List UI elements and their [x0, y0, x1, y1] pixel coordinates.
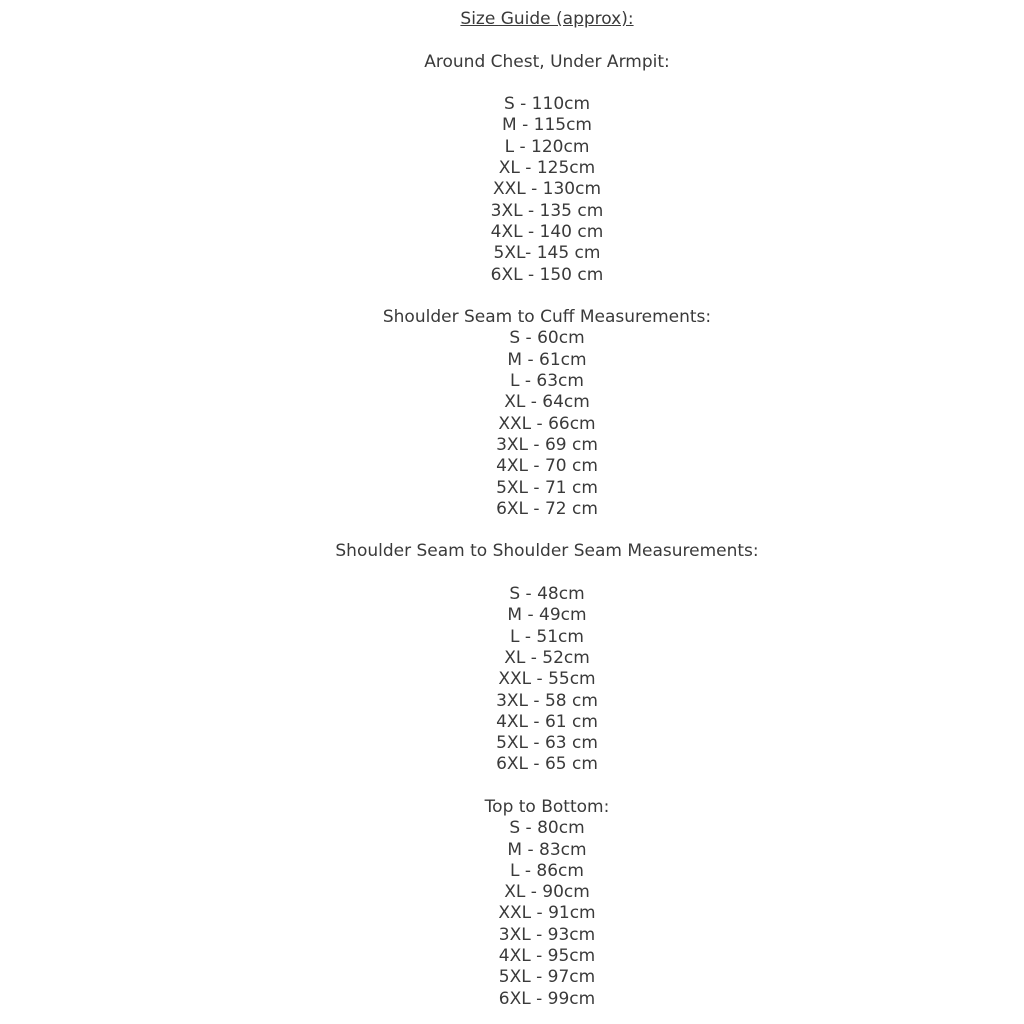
size-section [70, 52, 1024, 286]
section-heading: Top to Bottom: [484, 796, 610, 817]
size-list [70, 328, 1024, 520]
size-list [70, 584, 1024, 776]
section-heading: Shoulder Seam to Cuff Measurements: [382, 307, 712, 328]
size-entry: 6XL - 150 cm [490, 264, 604, 285]
size-entry: XXL - 91cm [498, 903, 596, 924]
size-entry: 6XL - 72 cm [496, 498, 598, 519]
size-entry: M - 61cm [507, 349, 587, 370]
size-entry: XL - 90cm [504, 882, 590, 903]
size-entry: 4XL - 70 cm [496, 456, 598, 477]
size-entry: 5XL- 145 cm [493, 243, 601, 264]
size-section [70, 541, 1024, 775]
size-entry: L - 120cm [504, 136, 590, 157]
size-entry: 3XL - 58 cm [496, 690, 598, 711]
size-entry: XXL - 55cm [498, 669, 596, 690]
size-entry: 6XL - 99cm [498, 988, 596, 1009]
size-entry: 5XL - 63 cm [496, 733, 598, 754]
size-section [70, 797, 1024, 1010]
size-entry: XL - 64cm [504, 392, 590, 413]
size-entry: 3XL - 93cm [498, 924, 596, 945]
size-entry: XL - 125cm [498, 158, 596, 179]
size-entry: S - 60cm [509, 328, 585, 349]
size-entry: XXL - 66cm [498, 413, 596, 434]
size-entry: M - 83cm [507, 839, 587, 860]
size-entry: 5XL - 97cm [498, 967, 596, 988]
size-entry: XXL - 130cm [492, 179, 602, 200]
size-entry: XL - 52cm [504, 647, 590, 668]
size-entry: 6XL - 65 cm [496, 754, 598, 775]
size-entry: S - 80cm [509, 818, 585, 839]
size-entry: S - 110cm [503, 94, 591, 115]
size-list [70, 94, 1024, 286]
size-entry: L - 51cm [510, 626, 584, 647]
size-entry: 4XL - 61 cm [496, 711, 598, 732]
sections [70, 52, 1024, 1010]
size-entry: 4XL - 95cm [498, 946, 596, 967]
page-title: Size Guide (approx): [460, 9, 634, 29]
size-list [70, 818, 1024, 1010]
size-entry: 5XL - 71 cm [496, 477, 598, 498]
size-entry: S - 48cm [509, 584, 585, 605]
size-entry: M - 115cm [502, 115, 592, 136]
size-entry: M - 49cm [507, 605, 587, 626]
size-entry: 3XL - 69 cm [496, 434, 598, 455]
size-entry: 4XL - 140 cm [490, 221, 604, 242]
section-heading: Shoulder Seam to Shoulder Seam Measurements: [335, 541, 759, 562]
size-section [70, 307, 1024, 520]
size-entry: 3XL - 135 cm [490, 200, 604, 221]
section-heading: Around Chest, Under Armpit: [424, 51, 670, 72]
size-entry: L - 63cm [510, 371, 584, 392]
size-entry: L - 86cm [510, 860, 584, 881]
